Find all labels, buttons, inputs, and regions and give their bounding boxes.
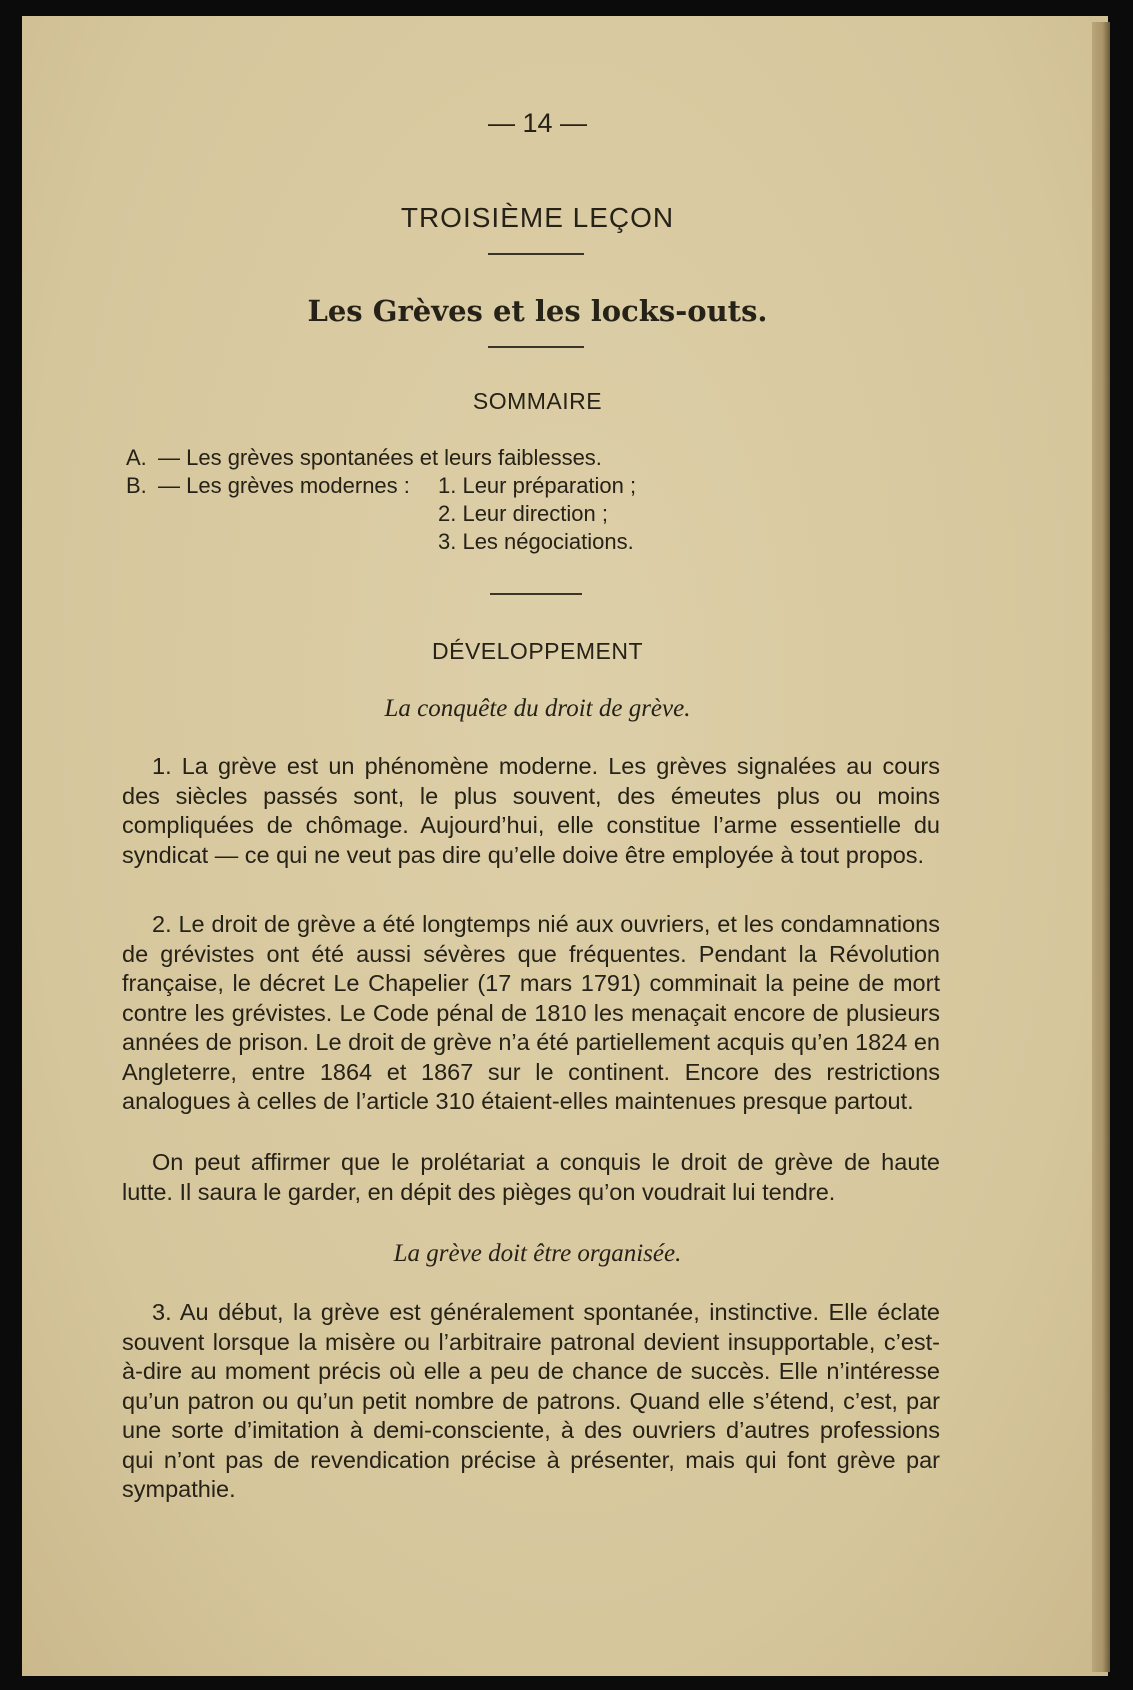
divider-3 xyxy=(490,593,582,595)
section-title-organisee: La grève doit être organisée. xyxy=(393,1240,682,1267)
lesson-title: TROISIÈME LEÇON xyxy=(400,202,675,233)
paragraph-4 xyxy=(122,1298,940,1505)
section-title-conquete: La conquête du droit de grève. xyxy=(384,695,691,722)
developpement-heading: DÉVELOPPEMENT xyxy=(432,638,643,664)
sommaire-letter-a: A. xyxy=(126,445,147,470)
page-number: — 14 — xyxy=(487,108,588,138)
sommaire-subitem-2: 2. Leur direction ; xyxy=(438,501,608,526)
paragraph-1-text: 1. La grève est un phénomène moderne. Les grèves signalées au cours des siècles passés sont, le plus souvent, des émeutes plus ou moins compliquées de chômage. Aujourd’hui, elle constitue l’arme essentielle du syndicat — ce qui ne veut pas dire qu’elle doive être employée à tout propos. xyxy=(122,753,940,868)
sommaire-letter-b: B. xyxy=(126,473,147,498)
paragraph-4-text: 3. Au début, la grève est généralement spontanée, instinctive. Elle éclate souvent lorsque la misère ou l’arbitraire patronal devient insupportable, c’est-à-dire au moment précis où elle a peu de chance de succès. Elle n’intéresse qu’un patron ou qu’un petit nombre de patrons. Quand elle s’étend, c’est, par une sorte d’imitation à demi-consciente, à des ouvriers d’autres professions qui n’ont pas de revendication précise à présenter, mais qui font grève par sympathie. xyxy=(122,1299,940,1502)
sommaire-item-b: — Les grèves modernes : xyxy=(158,473,410,498)
paragraph-2-text: 2. Le droit de grève a été longtemps nié aux ouvriers, et les condamnations de grévistes ont été aussi sévères que fréquentes. Pendant la Révolution française, le décret Le Chapelier (17 mars 1791) comminait la peine de mort contre les grévistes. Le Code pénal de 1810 les menaçait encore de plusieurs années de prison. Le droit de grève n’a été partiellement acquis qu’en 1824 en Angleterre, entre 1864 et 1867 sur le continent. Encore des restrictions analogues à celles de l’article 310 étaient-elles maintenues presque partout. xyxy=(122,911,940,1114)
sommaire-subitem-3: 3. Les négociations. xyxy=(438,529,634,554)
sommaire-item-a: — Les grèves spontanées et leurs faiblesses. xyxy=(158,445,602,470)
divider-2 xyxy=(488,346,584,348)
paragraph-3-text: On peut affirmer que le prolétariat a conquis le droit de grève de haute lutte. Il saura le garder, en dépit des pièges qu’on voudrait lui tendre. xyxy=(122,1149,940,1205)
sommaire-subitem-1: 1. Leur préparation ; xyxy=(438,473,637,498)
sommaire-heading: SOMMAIRE xyxy=(472,388,603,414)
chapter-title: Les Grèves et les locks-outs. xyxy=(307,294,768,328)
paragraph-1 xyxy=(122,752,940,870)
paragraph-2 xyxy=(122,910,940,1117)
paragraph-3 xyxy=(122,1148,940,1207)
divider-1 xyxy=(488,253,584,255)
